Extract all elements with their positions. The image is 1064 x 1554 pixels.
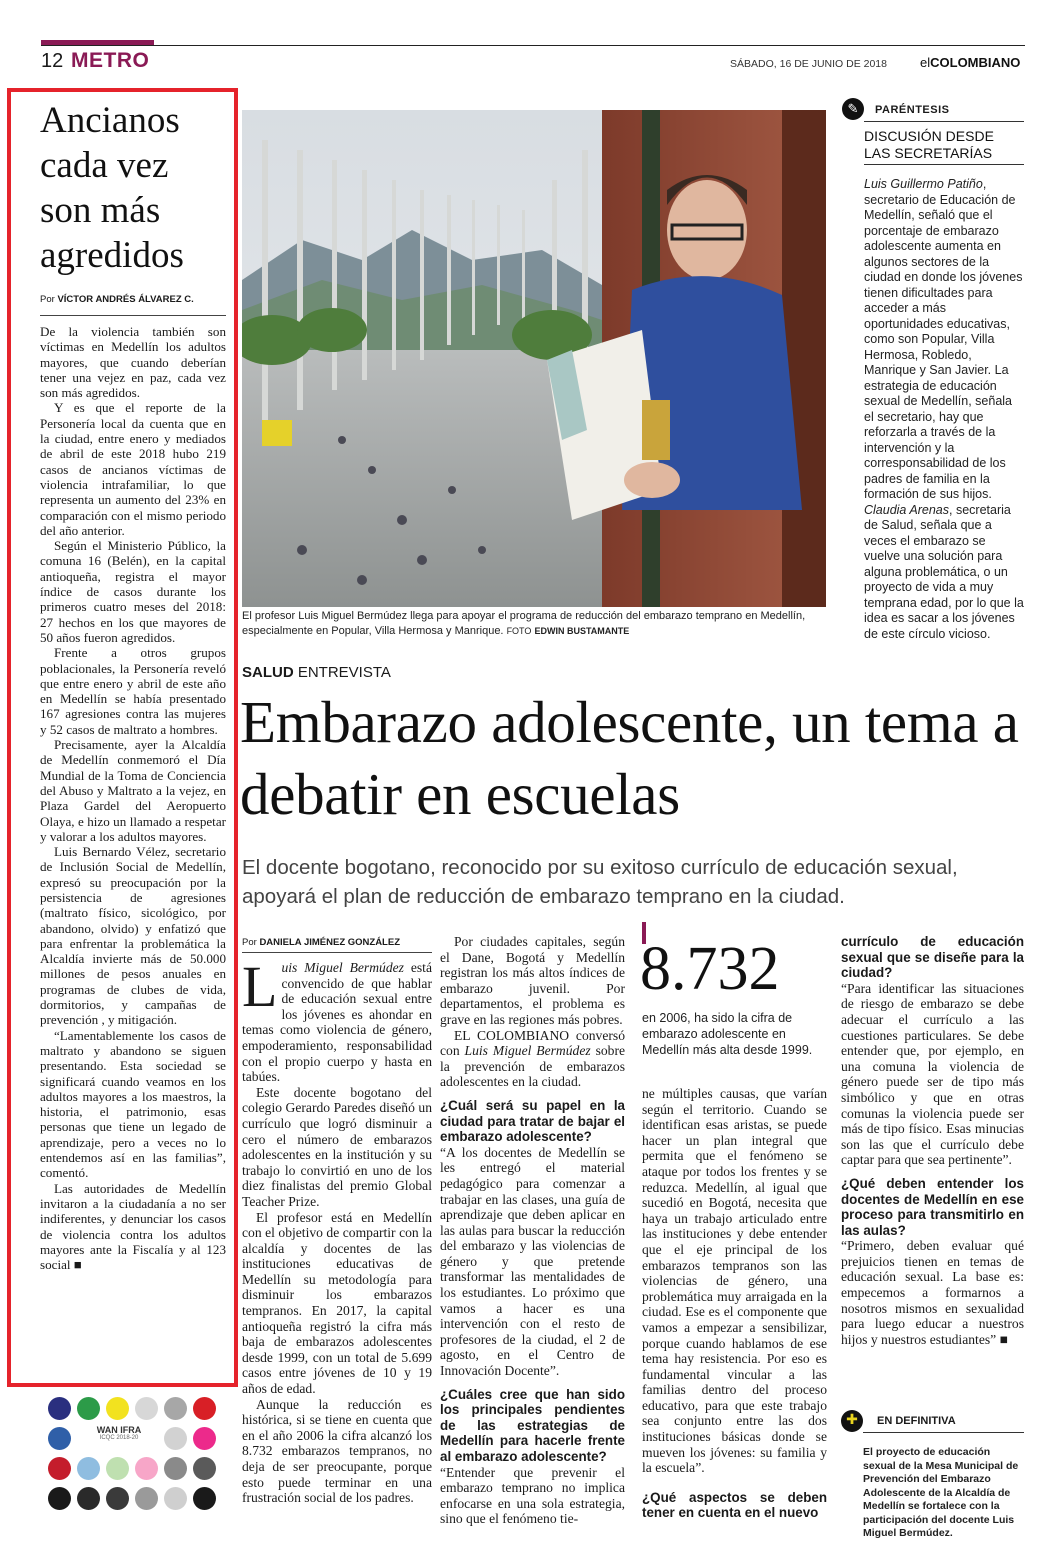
stat-number: 8.732	[640, 935, 780, 1003]
color-swatch	[164, 1427, 187, 1450]
page-number: 12	[41, 50, 64, 72]
en-definitiva-text: El proyecto de educación sexual de la Mesa Municipal de Prevención del Embarazo Adolescente de la Alcaldía de Medellín se fortalece con la participación del docente Luis Miguel Bermúdez.	[863, 1446, 1019, 1539]
sidebar-byline-author: VÍCTOR ANDRÉS ÁLVAREZ C.	[57, 294, 194, 305]
article-byline-prefix: Por	[242, 937, 257, 948]
article-lead	[242, 954, 432, 1085]
wan-ifra-logo-sub: ICQC 2018-20	[99, 1435, 139, 1441]
article-paragraph	[440, 1028, 625, 1090]
answer-1: “A los docentes de Medellín se les entregó el material pedagógico para comenzar a trabajar en las clases, una guía de aprendizaje que deben aplicar en las aulas para buscar la reducción del embarazo y las violencias de género y que pretende transformar las mentalidades de los estudiantes. Lo próximo que vamos a hacer es una intervención con el resto de profesores de la ciudad, el 2 de agosto, en el Centro de Innovación Docente”.	[440, 1144, 625, 1379]
parentesis-rule	[864, 121, 1024, 122]
color-swatch	[193, 1487, 216, 1510]
parentesis-name-1: Luis Guillermo Patiño	[864, 177, 983, 191]
sidebar-paragraph: Y es que el reporte de la Personería local da cuenta que en la ciudad, entre enero y mediados de abril de este 2018 hubo 219 casos de ancianos víctimas de violencia intrafamiliar, lo que representa un aumento del 23% en comparación con el mismo periodo del año anterior.	[40, 400, 226, 538]
article-kicker	[242, 664, 391, 681]
answer-3: “Para identificar las situaciones de riesgo de embarazo se debe adecuar el currículo a las cuestiones particulares. Se debe entender que, por ejemplo, en una comuna la violencia de género puede ser de tipo más simbólico y que en otras comunas la violencia puede ser más de tipo físico. Esas minucias son las que el currículo debe captar para que sea pertinente”.	[841, 980, 1024, 1168]
answer-2: “Entender que prevenir el embarazo temprano no implica enfocarse en una sola estrategia, sino que el fenómeno tie-	[440, 1464, 625, 1527]
article-kicker-type: ENTREVISTA	[297, 664, 391, 681]
color-swatch	[164, 1487, 187, 1510]
article-column-2	[440, 934, 625, 1527]
color-swatch	[106, 1487, 129, 1510]
sidebar-paragraph: De la violencia también son víctimas en Medellín los adultos mayores, que cuando deberían tener una vejez en paz, cada vez son más agredidos.	[40, 324, 226, 401]
sidebar-title: Ancianos cada vez son más agredidos	[40, 100, 184, 276]
color-swatch	[77, 1487, 100, 1510]
color-swatch	[48, 1487, 71, 1510]
article-byline	[242, 937, 400, 948]
sidebar-paragraph: Precisamente, ayer la Alcaldía de Medellín conmemoró el Día Mundial de la Toma de Conciencia del Abuso y Maltrato a la vejez, en Plaza Gardel del Aeropuerto Olaya, e hizo un llamado a respetar y valorar a los adultos mayores.	[40, 737, 226, 844]
sidebar-last-text: Las autoridades de Medellín invitaron a la ciudadanía a no ser indiferentes, y denunciar los casos de violencia contra los adultos mayores ante la Fiscalía y al 123 social	[40, 1180, 226, 1273]
sidebar-byline-rule	[40, 315, 226, 316]
article-end-mark: ■	[999, 1331, 1008, 1347]
sidebar-paragraph: Según el Ministerio Público, la comuna 16 (Belén), en la capital antioqueña, registra el mayor índice de casos durante los primeros cuatro meses del 2018: 27 hechos en los que mayores de 50 años fueron agredidos.	[40, 538, 226, 645]
sidebar-byline-prefix: Por	[40, 294, 55, 305]
article-headline: Embarazo adolescente, un tema a debatir en escuelas	[240, 689, 1019, 827]
wan-ifra-logo	[76, 1425, 162, 1441]
color-swatch	[48, 1457, 71, 1480]
color-swatch	[77, 1397, 100, 1420]
color-swatch	[106, 1397, 129, 1420]
main-photo	[242, 110, 826, 607]
section-name: METRO	[71, 49, 150, 72]
header-rule	[41, 45, 1025, 46]
parentesis-name-2: Claudia Arenas	[864, 502, 950, 517]
question-4: ¿Qué deben entender los docentes de Medellín en ese proceso para transmitirlo en las aulas?	[841, 1175, 1024, 1238]
article-paragraph-b: sobre la prevención de embarazos adolescentes en la ciudad.	[440, 1043, 626, 1090]
article-paragraph: Este docente bogotano del colegio Gerardo Paredes diseñó un currículo que logró disminuir a cero el número de embarazos adolescentes en la institución y su trabajo lo convirtió en uno de los diez finalistas del premio Global Teacher Prize.	[242, 1084, 432, 1209]
article-paragraph: El profesor está en Medellín con el objetivo de compartir con la alcaldía y docentes de las instituciones educativas de Medellín su metodología para disminuir los embarazos tempranos. En 2017, la capital antioqueña registró la cifra más baja de embarazos adolescentes desde 1999, con un total de 5.699 casos entre jóvenes de 10 y 19 años de edad.	[242, 1209, 432, 1397]
answer-4	[841, 1238, 1024, 1347]
byline-rule	[242, 952, 432, 953]
color-swatch	[135, 1457, 158, 1480]
photo-caption	[242, 609, 826, 639]
parentesis-title: DISCUSIÓN DESDE LAS SECRETARÍAS	[864, 128, 994, 161]
question-2: ¿Cuáles cree que han sido los principales pendientes de las estrategias de Medellín para hacerle frente al embarazo adolescente?	[440, 1386, 625, 1464]
article-paragraph-name: Luis Miguel Bermúdez	[464, 1043, 591, 1059]
color-swatch	[135, 1397, 158, 1420]
sidebar-paragraph: “Lamentablemente los casos de maltrato y abandono se siguen presentando. Esta sociedad se significará cuando veamos en los adultos mayores a los maestros, la historia, el patrimonio, esas personas que tiene un legado de aprendizaje, pero a veces no lo entendemos así en las familias”, comentó.	[40, 1027, 226, 1181]
en-definitiva-label: EN DEFINITIVA	[877, 1415, 956, 1427]
parentesis-text-2: , secretaria de Salud, señala que a veces el embarazo se vuelve una solución para alguna problemática, o un proyecto de vida a muy temprana edad, por lo que la idea es sacar a los jóvenes de este círculo vicioso.	[864, 502, 1024, 641]
photo-credit-prefix: FOTO	[506, 626, 532, 636]
stat-text: en 2006, ha sido la cifra de embarazo adolescente en Medellín más alta desde 1999.	[642, 1011, 813, 1057]
question-3-end: currículo de educación sexual que se diseñe para la ciudad?	[841, 934, 1024, 981]
article-lead-name: uis Miguel Bermúdez	[281, 960, 404, 975]
article-column-3	[642, 1086, 827, 1521]
article-byline-author: DANIELA JIMÉNEZ GONZÁLEZ	[259, 937, 401, 948]
parentesis-text-1: , secretario de Educación de Medellín, señaló que el porcentaje de embarazo adolescente aumenta en algunos sectores de la ciudad en donde los jóvenes tienen dificultades para acceder a más oportunidades educativas, como son Popular, Villa Hermosa, Robledo, Manrique y San Javier. La estrategia de educación sexual de Medellín, señala el secretario, hay que reforzarla a través de la intervención y la corresponsabilidad de los padres de familia en la formación de sus hijos.	[864, 177, 1023, 501]
article-kicker-section: SALUD	[242, 664, 294, 681]
article-lead-text: está convencido de que hablar de educación sexual entre los jóvenes es ahondar en temas como violencia de género, empoderamiento, responsabilidad con el propio cuerpo y hasta en tabúes.	[242, 960, 432, 1085]
color-calibration-bar	[44, 1395, 224, 1525]
color-swatch	[135, 1487, 158, 1510]
paper-logo	[920, 55, 1020, 70]
question-3-start: ¿Qué aspectos se deben tener en cuenta en el nuevo	[642, 1489, 827, 1521]
color-swatch	[106, 1457, 129, 1480]
sidebar-paragraph-last	[40, 1181, 226, 1273]
color-swatch	[193, 1457, 216, 1480]
question-1: ¿Cuál será su papel en la ciudad para tratar de bajar el embarazo adolescente?	[440, 1097, 625, 1145]
paper-logo-name: COLOMBIANO	[930, 55, 1021, 70]
parentesis-label: PARÉNTESIS	[875, 104, 950, 116]
article-paragraph: Aunque la reducción es histórica, si se tiene en cuenta que en el año 2006 la cifra alcanzó los 8.732 embarazos tempranos, no deja de ser preocupante, porque esto puede terminar en una frustración social de los padres.	[242, 1396, 432, 1506]
dropcap: L	[242, 954, 278, 1019]
en-definitiva-rule	[863, 1432, 1024, 1433]
parentesis-body	[864, 177, 1024, 642]
pencil-icon: ✎	[842, 98, 864, 120]
color-swatch	[193, 1397, 216, 1420]
header-date: SÁBADO, 16 DE JUNIO DE 2018	[730, 58, 887, 70]
article-column-4	[841, 934, 1024, 1347]
sidebar-end-mark: ■	[73, 1257, 82, 1273]
article-column-1	[242, 954, 432, 1506]
photo-credit-name: EDWIN BUSTAMANTE	[534, 626, 630, 636]
sidebar-body	[40, 324, 226, 1272]
article-paragraph-a: EL COLOMBIANO conversó con	[440, 1027, 625, 1059]
article-deck: El docente bogotano, reconocido por su exitoso currículo de educación sexual, apoyará el plan de reducción de embarazo temprano en la ciudad.	[242, 856, 958, 908]
sidebar-paragraph: Frente a otros grupos poblacionales, la Personería reveló que entre enero y abril de este año en Medellín se había presentado 167 agresiones contra las mujeres y 52 casos de maltrato a hombres.	[40, 645, 226, 737]
photo-caption-text: El profesor Luis Miguel Bermúdez llega para apoyar el programa de reducción del embarazo temprano en Medellín, especialmente en Popular, Villa Hermosa y Manrique.	[242, 610, 806, 637]
article-paragraph: ne múltiples causas, que varían según el territorio. Cuando se identifican esas aristas, se puede hacer un plan integral que permita que el fenómeno se ataque por todos los frentes y se reduzca. Medellín, al igual que sucedió en Bogotá, necesita que haya un trabajo articulado entre las instituciones y debe entender que el eje principal de los embarazos tempranos son las violencias de género, una problemática muy arraigada en la ciudad. Ese es el componente que vamos a empezar a sensibilizar, porque cuando hablamos de ese tema hay resistencia. Por eso es fundamental vincular a las familias dentro del proceso educativo, para que este trabajo sea conjunto entre las dos instituciones básicas donde se mueven los jóvenes: su familia y la escuela”.	[642, 1086, 827, 1476]
sidebar-article	[40, 98, 226, 1272]
color-swatch	[48, 1397, 71, 1420]
parentesis-title-rule	[864, 164, 1024, 165]
photo-illustration	[242, 110, 826, 607]
wan-ifra-logo-text: WAN IFRA	[96, 1425, 142, 1435]
sidebar-paragraph: Luis Bernardo Vélez, secretario de Inclusión Social de Medellín, expresó su preocupación por la persistencia de agresiones (maltrato físico, sicológico, por abandono, olvido) y enfatizó que para enfrentar la problemática la Alcaldía invierte más de 50.000 millones de pesos anuales en programas de clubes de vida, dormitorios, y campañas de prevención , y mitigación.	[40, 844, 226, 1028]
sidebar-byline	[40, 294, 226, 305]
color-swatch	[193, 1427, 216, 1450]
color-swatch	[77, 1457, 100, 1480]
color-swatch	[164, 1397, 187, 1420]
paper-logo-prefix: el	[920, 55, 931, 70]
puzzle-icon: ✚	[841, 1410, 863, 1432]
article-paragraph: Por ciudades capitales, según el Dane, Bogotá y Medellín registran los más altos índices de embarazo juvenil. Por departamentos, el problema es grave en las regiones más pobres.	[440, 934, 625, 1027]
color-swatch	[164, 1457, 187, 1480]
color-swatch	[48, 1427, 71, 1450]
answer-4-text: “Primero, deben evaluar qué prejuicios tienen en temas de educación sexual. La base es: empecemos a formarnos a nosotros mismos en sexualidad para luego educar a nuestros hijos y nuestros estudiantes”	[841, 1238, 1024, 1347]
